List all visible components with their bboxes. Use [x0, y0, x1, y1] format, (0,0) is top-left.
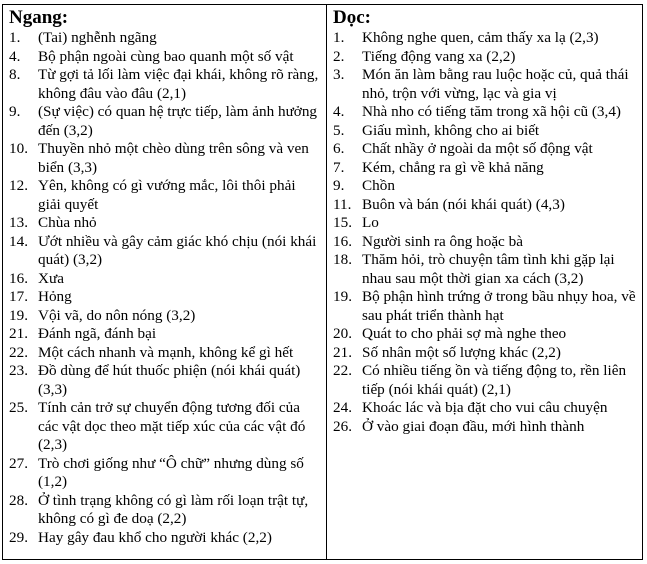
clue-number: 12. — [9, 177, 28, 194]
clue-text: Hay gây đau khổ cho người khác (2,2) — [38, 528, 272, 546]
down-clue-item — [333, 103, 638, 122]
clue-text: Thăm hỏi, trò chuyện tâm tình khi gặp lại nhau sau một thời gian xa cách (3,2) — [362, 251, 615, 287]
across-clue-item — [9, 103, 322, 140]
across-clue-item — [9, 455, 322, 492]
clue-number: 22. — [9, 343, 28, 361]
clue-text: Ở vào giai đoạn đầu, mới hình thành — [362, 417, 585, 435]
clue-number: 1. — [9, 29, 21, 46]
across-heading: Ngang: — [9, 7, 69, 28]
clue-number: 14. — [9, 232, 28, 250]
clue-number: 28. — [9, 491, 28, 509]
down-clue-item — [333, 399, 638, 418]
across-clue-item — [9, 214, 322, 233]
clue-number: 15. — [333, 214, 352, 231]
clue-number: 11. — [333, 195, 352, 213]
down-clue-item — [333, 251, 638, 288]
across-clues-column — [3, 5, 327, 559]
clue-number: 6. — [333, 140, 345, 157]
across-clue-item — [9, 492, 322, 529]
across-clue-item — [9, 29, 322, 48]
down-heading: Dọc: — [333, 7, 371, 28]
crossword-clues-table — [2, 4, 643, 560]
down-clue-item — [333, 418, 638, 437]
clue-text: Chất nhầy ở ngoài da một số động vật — [362, 140, 593, 157]
clue-text: (Sự việc) có quan hệ trực tiếp, làm ảnh hưởng đến (3,2) — [38, 103, 318, 139]
across-clue-item — [9, 270, 322, 289]
across-clue-item — [9, 529, 322, 548]
down-clue-item — [333, 177, 638, 196]
clue-text: Chùa nhỏ — [38, 214, 97, 231]
clue-text: (Tai) nghễnh ngãng — [38, 29, 157, 46]
clue-number: 3. — [333, 66, 345, 83]
clue-number: 19. — [9, 306, 28, 324]
clue-text: Người sinh ra ông hoặc bà — [362, 232, 523, 250]
down-clue-item — [333, 344, 638, 363]
clue-number: 20. — [333, 325, 352, 342]
across-clue-item — [9, 140, 322, 177]
clue-text: Yên, không có gì vướng mắc, lôi thôi phải giải quyết — [38, 177, 296, 213]
clue-text: Vội vã, do nôn nóng (3,2) — [38, 306, 196, 324]
clue-number: 24. — [333, 399, 352, 416]
across-clue-item — [9, 233, 322, 270]
across-clue-item — [9, 399, 322, 455]
clue-text: Có nhiều tiếng ồn và tiếng động to, rền liên tiếp (nói khái quát) (2,1) — [362, 362, 627, 398]
down-clue-item — [333, 196, 638, 215]
clue-text: Xưa — [38, 269, 64, 287]
down-clue-item — [333, 140, 638, 159]
clue-text: Nhà nho có tiếng tăm trong xã hội cũ (3,4) — [362, 103, 621, 120]
clue-text: Bộ phận hình trứng ở trong bầu nhụy hoa, về sau phát triển thành hạt — [362, 288, 636, 324]
clue-text: Ướt nhiều và gây cảm giác khó chịu (nói khái quát) (3,2) — [38, 232, 317, 268]
clue-text: Trò chơi giống như “Ô chữ” nhưng dùng số (1,2) — [38, 454, 304, 490]
clue-text: Khoác lác và bịa đặt cho vui câu chuyện — [362, 399, 608, 416]
clue-text: Đánh ngã, đánh bại — [38, 325, 157, 342]
clue-text: Giấu mình, không cho ai biết — [362, 121, 540, 139]
down-clues-column — [327, 5, 642, 559]
across-clue-list — [9, 29, 322, 547]
clue-text: Ở tình trạng không có gì làm rối loạn trật tự, không có gì đe doạ (2,2) — [38, 491, 309, 527]
across-clue-item — [9, 288, 322, 307]
down-clue-item — [333, 29, 638, 48]
clue-number: 4. — [333, 103, 345, 120]
across-clue-item — [9, 48, 322, 67]
clue-number: 4. — [9, 47, 21, 65]
across-clue-item — [9, 362, 322, 399]
across-clue-item — [9, 177, 322, 214]
down-clue-item — [333, 233, 638, 252]
clue-number: 2. — [333, 47, 345, 65]
clue-number: 25. — [9, 399, 28, 416]
clue-number: 16. — [9, 269, 28, 287]
down-clue-item — [333, 66, 638, 103]
across-clue-item — [9, 307, 322, 326]
clue-text: Buôn và bán (nói khái quát) (4,3) — [362, 195, 565, 213]
clue-number: 13. — [9, 214, 28, 231]
clue-number: 1. — [333, 29, 345, 46]
clue-number: 9. — [9, 103, 21, 120]
clue-number: 22. — [333, 362, 352, 379]
clue-number: 8. — [9, 66, 21, 83]
clue-text: Kém, chẳng ra gì về khả năng — [362, 158, 544, 176]
down-clue-item — [333, 159, 638, 178]
clue-number: 16. — [333, 232, 352, 250]
clue-text: Thuyền nhỏ một chèo dùng trên sông và ven biển (3,3) — [38, 140, 309, 176]
clue-number: 7. — [333, 158, 345, 176]
clue-number: 10. — [9, 140, 28, 157]
clue-text: Tính cản trở sự chuyển động tương đối của các vật dọc theo mặt tiếp xúc của các vật đó (2,3) — [38, 399, 306, 453]
clue-text: Không nghe quen, cảm thấy xa lạ (2,3) — [362, 29, 599, 46]
clue-number: 21. — [9, 325, 28, 342]
clue-text: Tiếng động vang xa (2,2) — [362, 47, 516, 65]
across-clue-item — [9, 66, 322, 103]
clue-text: Món ăn làm bằng rau luộc hoặc củ, quả thái nhỏ, trộn với vừng, lạc và gia vị — [362, 66, 629, 102]
clue-number: 18. — [333, 251, 352, 268]
clue-number: 9. — [333, 177, 345, 194]
clue-text: Lo — [362, 214, 379, 231]
clue-number: 29. — [9, 528, 28, 546]
clue-number: 26. — [333, 417, 352, 435]
across-clue-item — [9, 325, 322, 344]
clue-number: 17. — [9, 288, 28, 305]
clue-text: Số nhân một số lượng khác (2,2) — [362, 343, 561, 361]
clue-number: 23. — [9, 362, 28, 379]
clue-text: Quát to cho phải sợ mà nghe theo — [362, 325, 567, 342]
clue-number: 19. — [333, 288, 352, 305]
down-clue-item — [333, 325, 638, 344]
across-clue-item — [9, 344, 322, 363]
down-clue-list — [333, 29, 638, 436]
clue-text: Hỏng — [38, 288, 72, 305]
clue-number: 21. — [333, 343, 352, 361]
down-clue-item — [333, 288, 638, 325]
down-clue-item — [333, 214, 638, 233]
clue-text: Chồn — [362, 177, 395, 194]
down-clue-item — [333, 48, 638, 67]
clue-number: 27. — [9, 454, 28, 472]
clue-text: Đồ dùng để hút thuốc phiện (nói khái quát) (3,3) — [38, 362, 301, 398]
clue-number: 5. — [333, 121, 345, 139]
clue-text: Từ gợi tả lối làm việc đại khái, không rõ ràng, không đâu vào đâu (2,1) — [38, 66, 319, 102]
clue-text: Một cách nhanh và mạnh, không kể gì hết — [38, 343, 294, 361]
down-clue-item — [333, 122, 638, 141]
down-clue-item — [333, 362, 638, 399]
clue-text: Bộ phận ngoài cùng bao quanh một số vật — [38, 47, 294, 65]
